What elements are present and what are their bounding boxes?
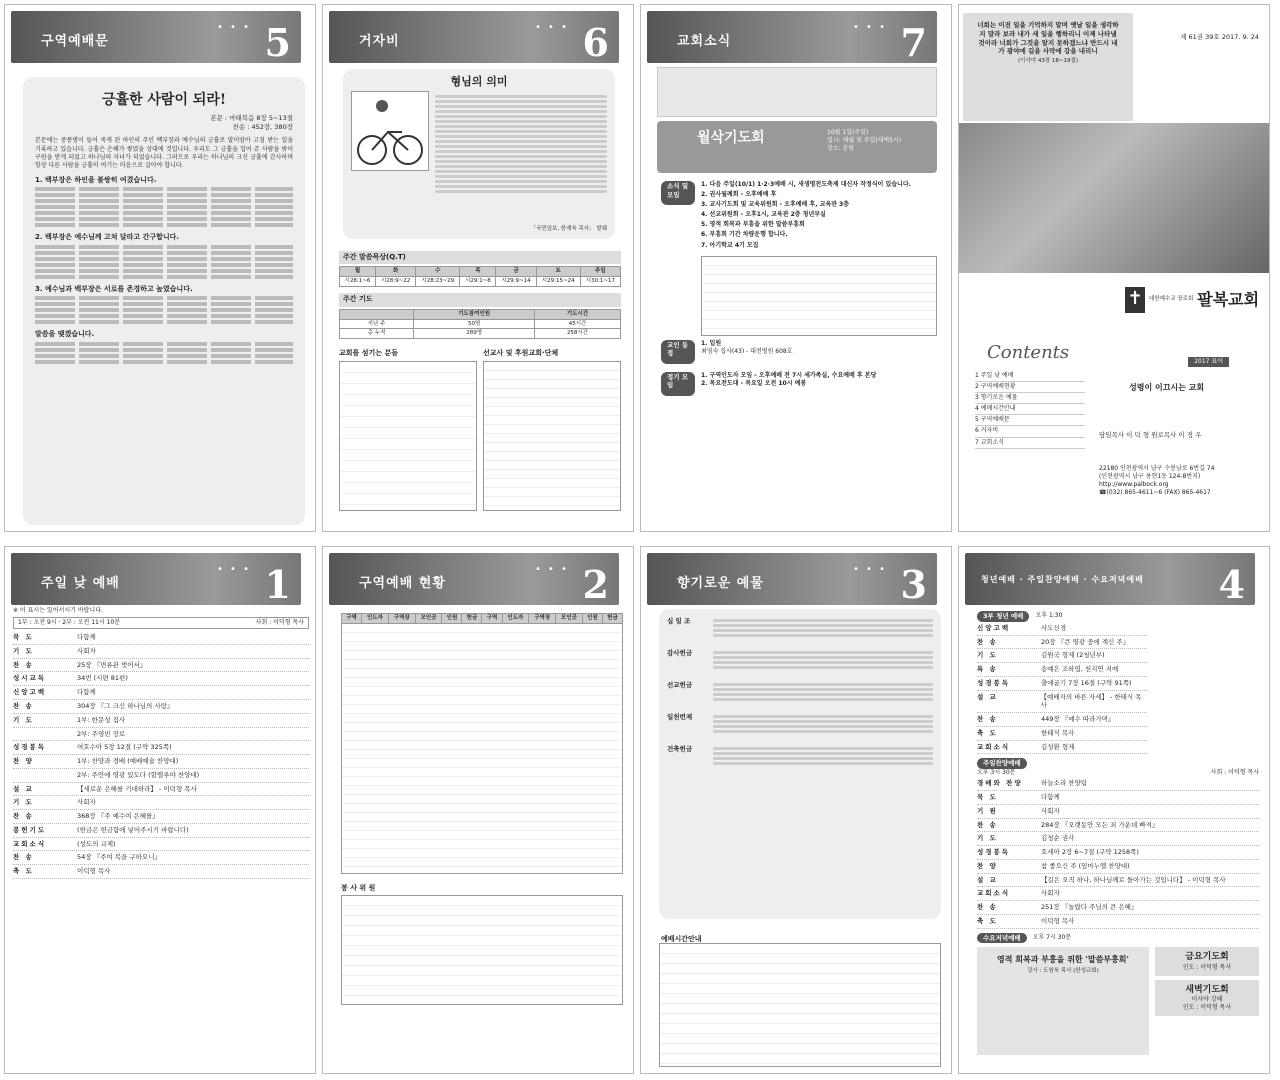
district-table: 구역 인도자 구역장 모인곳 인원 헌금 구역 인도자 구역장 모인곳 인원 헌금 (341, 613, 623, 624)
serve-title: 교회를 섬기는 분들 (339, 349, 398, 358)
order-row: 축 도 한태식 목사 (977, 727, 1147, 741)
order-row: 찬 송 20장 『큰 영광 중에 계신 주』 (977, 636, 1147, 650)
order-row: 기 도 김청순 권사 (977, 832, 1259, 846)
order-row: 교회소식 (성도의 교제) (13, 838, 309, 852)
order-row: 2부: 주안에 영광 있도다 (할렐루야 찬양대) (13, 769, 309, 783)
order-row: 찬 송 449장 『예수 따라가며』 (977, 713, 1147, 727)
toc-item[interactable]: 3 향기로운 예물 (975, 393, 1085, 404)
mission-title: 선교사 및 후원교회·단체 (483, 349, 559, 358)
offering-box (659, 609, 941, 919)
page-header: 향기로운 예물 • • • 3 (647, 553, 937, 605)
toc-item[interactable]: 4 예배시간안내 (975, 404, 1085, 415)
section-1: 1. 백부장은 하인을 불쌍히 여겼습니다. (35, 175, 157, 184)
intro-text: 본문에는 중풍병이 들어 죽게 된 하인의 주인 백부장과 예수님의 긍휼로 말미암아 고침 받는 일을 기록하고 있습니다. 긍휼은 은혜가 쌓였을 상대에 것입니다. 우리도 그 긍휼을 입어 쥬 사람을 밖어 구원을 받게 되었고 하나님의 자녀가 되었습니다. 그러므로 우리는 하나님의 크신 긍휼에 감사하며 항상 다른 사람을 긍휼이 여기는 마음으로 살아야 합니다. (35, 137, 293, 169)
order-row: 찬 송 25장 『면류관 벗어서』 (13, 659, 309, 673)
order-row: 축 도 이덕형 목사 (977, 915, 1259, 929)
toc-item[interactable]: 6 거자비 (975, 426, 1085, 437)
page-number: 4 (1218, 562, 1245, 607)
section-2: 2. 백부장은 예수님께 고쳐 달라고 간구합니다. (35, 233, 180, 242)
service-title: 봉 사 위 원 (341, 883, 376, 892)
qt-title: 주간 말씀묵상(Q.T) (339, 251, 621, 264)
order-row: 찬 송 251장 『놀랍다 주님의 큰 은혜』 (977, 901, 1259, 915)
contents-title: Contents (987, 342, 1070, 363)
page-header: 주일 낮 예배 • • • 1 (11, 553, 301, 605)
page-7: 교회소식 • • • 7 월삭기도회 10월 1일(주일) 일시: 매월 첫 주일(새벽5시) 장소: 본당 소식 및 모임 1. 다음 주일(10/1) 1·2·3예배 시, 새생명전도축제 대신자 작정식이 있습니다. 2. 권사월례회 - 오후예배 후 3. 교사기도회 및 교육위원회 - 오후예배 후, 교육관 3층 4. 선교위원회 - 오후1시, 교육관 2층 청년부실 5. 영적 회복과 부흥을 위한 말씀부흥회 6. 부흥회 기간 차량운행 합니다. 7. 아기학교 4기 모집 교인 동정 1. 입원 최영숙 집사(43) - 대전병원 608호 정기 모임 1. 구역인도자 모임 - 오후예배 전 7시 세가족실, 수요예배 후 본당 2. 목요전도대 - 목요일 오전 10시 예봉 (640, 4, 952, 532)
order-row: 찬 양 1부: 찬양과 경배 (예배예술 찬양대) (13, 755, 309, 769)
church-logo: ✝ 대한예수교 장로회 팔복교회 (1125, 287, 1259, 313)
order-row: 성경봉독 출애굽기 7장 16절 (구약 91쪽) (977, 677, 1147, 691)
order-row: 특 송 송예은 조하엽, 천지연 지매 (977, 663, 1147, 677)
order-row: 기 도 사회자 (13, 645, 309, 659)
hymn: 찬송 : 452장, 380장 (232, 122, 293, 131)
offering-category: 십 일 조 (667, 617, 691, 625)
scripture: 본문 : 마태복음 8장 5~13절 (210, 113, 293, 122)
order-row: 설 교 【길은 오직 하나, 하나님께로 돌아가는 것입니다】 - 이덕형 목사 (977, 874, 1259, 888)
header-title: 주일 낮 예배 (41, 576, 120, 591)
cover-page: 너희는 이전 일을 기억하지 말며 옛날 일을 생각하지 말라 보라 내가 새 일을 행하리니 이제 나타낼 것이라 너희가 그것을 알지 못하겠느냐 반드시 내가 광야에 길을 사막에 강을 내리니 (이사야 43장 18~19절) 제 61권 39호 2017. 9. 24 ✝ 대한예수교 장로회 팔복교회 Contents 1 주일 낮 예배 2 구역예배현황 3 향기로운 예물 4 예배시간안내 5 구역예배문 6 거자비 7 교회소식 2017 표어 성령이 이끄시는 교회 담임목사 이 덕 형 원로목사 이 정 우 22180 인천광역시 남구 수봉남로 6번길 74 (인천광역시 남구 용현1동 124-8번지) http://www.palbock.org ☎(032) 865-4611~6 (FAX) 865-4617 (958, 4, 1270, 532)
order-row: 기 도 사회자 (13, 796, 309, 810)
page-header (965, 553, 1255, 605)
page-number: 6 (582, 20, 609, 65)
story-title: 형님의 의미 (450, 75, 508, 88)
page-number: 5 (264, 20, 291, 65)
order-row: 찬 송 368장 『주 예수여 은혜를』 (13, 810, 309, 824)
order-row: 설 교 【새로운 은혜를 기대하라】 - 이덕형 목사 (13, 783, 309, 797)
sermon-title: 긍휼한 사람이 되라! (101, 92, 227, 108)
page-header: 거자비 • • • 6 (329, 11, 619, 63)
label-meetings: 정기 모임 (661, 372, 695, 396)
page-1: 주일 낮 예배 • • • 1 ※ 이 표시는 일어서시기 바랍니다. 1부 : 오전 9시 · 2부 : 오전 11시 10분 사회 : 이덕형 목사 묵 도 다함께 기 도 사회자 찬 송 25장 『면류관 벗어서』 성시교독 34번 (시편 81편) 신앙고백 다함께 찬 송 304장 『그 크신 하나님의 사랑』 기 도 1부: 한문성 집사 2부: 주영빈 장로 성경봉독 여호수아 5장 12절 (구약 325쪽) 찬 양 1부: 찬양과 경배 (예배예술 찬양대) 2부: 주안에 영광 있도다 (할렐루야 찬양대) 설 교 【새로운 은혜를 기대하라】 - 이덕형 목사 기 도 사회자 찬 송 368장 『주 예수여 은혜를』 봉헌기도 (헌금은 헌금함에 넣어주시기 바랍니다) 교회소식 (성도의 교제) 찬 송 54장 『주여 복을 구하오니』 축 도 이덕형 목사 (4, 546, 316, 1074)
prayer-title: 주간 기도 (339, 293, 621, 306)
banner-evangelism (657, 67, 937, 117)
news-item: 5. 영적 회복과 부흥을 위한 말씀부흥회 (701, 221, 805, 229)
order-row: 성시교독 34번 (시편 81편) (13, 672, 309, 686)
news-item: 6. 부흥회 기간 차량운행 합니다. (701, 231, 788, 239)
prayer-table: 기도참여인원 기도시간 지난 주 50명 45시간 총 누적 289명 258시간 (339, 309, 621, 340)
news-item: 1. 다음 주일(10/1) 1·2·3예배 시, 새생명전도축제 대신자 작정식이 있습니다. (701, 181, 911, 188)
header-dots: • • • (216, 22, 251, 33)
section-end: 말씀을 맺겠습니다. (35, 330, 95, 339)
toc-item[interactable]: 7 교회소식 (975, 438, 1085, 449)
order-row: 찬 송 304장 『그 크신 하나님의 사랑』 (13, 700, 309, 714)
order-row: 성경봉독 여호수아 5장 12절 (구약 325쪽) (13, 741, 309, 755)
page-5 (4, 4, 316, 532)
story-box (343, 69, 615, 239)
toc-item[interactable]: 1 주일 낮 예배 (975, 371, 1085, 382)
order-row: 2부: 주영빈 장로 (13, 728, 309, 742)
page-3 (640, 546, 952, 1074)
section-3: 3. 예수님과 백부장은 서로를 존경하고 높였습니다. (35, 284, 193, 293)
offering-category: 선교헌금 (667, 681, 693, 689)
page-number: 1 (264, 562, 291, 607)
header-title: 구역예배 현황 (359, 576, 446, 591)
toc-item[interactable]: 2 구역예배현황 (975, 382, 1085, 393)
page-header: 교회소식 • • • 7 (647, 11, 937, 63)
label-news: 소식 및 모임 (661, 181, 695, 205)
header-title: 청년예배 · 주일찬양예배 · 수요저녁예배 (981, 575, 1144, 584)
news-item: 2. 권사월례회 - 오후예배 후 (701, 191, 777, 199)
page-header (11, 11, 301, 63)
header-title: 구역예배문 (41, 34, 109, 49)
times-title: 예배시간안내 (661, 935, 702, 943)
page-6 (322, 4, 634, 532)
order-row: 봉헌기도 (헌금은 헌금함에 넣어주시기 바랍니다) (13, 824, 309, 838)
offering-category: 감사헌금 (667, 649, 693, 657)
church-photos (959, 123, 1269, 273)
order-row: 설 교 【예배자의 바른 자세】 - 한태식 목사 (977, 691, 1147, 714)
header-title: 향기로운 예물 (677, 576, 764, 591)
page-number: 3 (900, 562, 927, 607)
verse-box: 너희는 이전 일을 기억하지 말며 옛날 일을 생각하지 말라 보라 내가 새 일을 행하리니 이제 나타낼 것이라 너희가 그것을 알지 못하겠느냐 반드시 내가 광야에 길을 사막에 강을 내리니 (이사야 43장 18~19절) (963, 13, 1133, 121)
order-row: 신앙고백 다함께 (13, 686, 309, 700)
order-row: 성경봉독 호세아 2장 6~7절 (구약 1258쪽) (977, 846, 1259, 860)
quote-source: 「국민일보, 한재욱 목사」 발췌 (530, 225, 607, 232)
order-row: 기 원 사회자 (977, 805, 1259, 819)
toc-item[interactable]: 5 구역예배문 (975, 415, 1085, 426)
order-row: 찬 송 284장 『오랫동안 모든 죄 가운데 빠져』 (977, 819, 1259, 833)
order-row: 기 도 김원국 형제 (2청년부) (977, 649, 1147, 663)
monthly-title: 월삭기도회 (697, 130, 765, 146)
page-2 (322, 546, 634, 1074)
label-members: 교인 동정 (661, 340, 695, 364)
order-row: 묵 도 다함께 (977, 791, 1259, 805)
order-row: 경배와 찬양 하늘소리 찬양팀 (977, 777, 1259, 791)
order-row: 묵 도 다함께 (13, 631, 309, 645)
order-row: 신앙고백 사도신경 (977, 622, 1147, 636)
order-row: 축 도 이덕형 목사 (13, 865, 309, 879)
order-row: 교회소식 김성환 형제 (977, 741, 1147, 755)
order-row: 찬 송 54장 『주여 복을 구하오니』 (13, 851, 309, 865)
order-row: 교회소식 사회자 (977, 887, 1259, 901)
monthly-prayer-box: 월삭기도회 10월 1일(주일) 일시: 매월 첫 주일(새벽5시) 장소: 본당 (657, 121, 937, 173)
news-item: 3. 교사기도회 및 교육위원회 - 오후예배 후, 교육관 3층 (701, 201, 850, 209)
page-number: 7 (900, 20, 927, 65)
page-number: 2 (582, 562, 609, 607)
page-header: 구역예배 현황 • • • 2 (329, 553, 619, 605)
news-item: 7. 아기학교 4기 모집 (701, 241, 759, 249)
order-row: 찬 양 참 좋으신 주 (임마누엘 찬양대) (977, 860, 1259, 874)
page-4: 청년예배 · 주일찬양예배 · 수요저녁예배 4 3부 청년 예배 오후 1:30 신앙고백 사도신경 찬 송 20장 『큰 영광 중에 계신 주』 기 도 김원국 형제 (2청년부) 특 송 송예은 조하엽, 천지연 지매 성경봉독 출애굽기 7장 16절 (구약 91쪽) 설 교 【예배자의 바른 자세】 - 한태식 목사 찬 송 449장 『예수 따라가며』 축 도 한태식 목사 교회소식 김성환 형제 주일찬양예배 오후 3시 30분 사회 : 이덕형 목사 경배와 찬양 하늘소리 찬양팀 묵 도 다함께 기 원 사회자 찬 송 284장 『오랫동안 모든 죄 가운데 빠져』 기 도 김청순 권사 성경봉독 호세아 2장 6~7절 (구약 1258쪽) 찬 양 참 좋으신 주 (임마누엘 찬양대) 설 교 【길은 오직 하나, 하나님께로 돌아가는 것입니다】 - 이덕형 목사 교회소식 사회자 찬 송 251장 『놀랍다 주님의 큰 은혜』 축 도 이덕형 목사 수요저녁예배 오후 7시 30분 영적 회복과 부흥을 위한 '말씀부흥회' 강사 : 도원욱 목사 (한성교회) 금요기도회 인도 : 이덕형 목사 새벽기도회 이사야 강해 인도 : 이덕형 목사 (958, 546, 1270, 1074)
motto: 성령이 이끄시는 교회 (1129, 383, 1205, 392)
header-title: 거자비 (359, 34, 400, 49)
bicycle-illustration (351, 91, 429, 171)
sermon-box (23, 77, 305, 525)
qt-table: 월 화 수 목 금 토 주일 시28:1~6 시28:9~22 시28:23~29 시29:1~8 시29:9~14 시29:15~24 시30:1~17 (339, 266, 621, 287)
offering-category: 일천번제 (667, 713, 693, 721)
header-title: 교회소식 (677, 34, 732, 49)
news-item: 4. 선교위원회 - 오후1시, 교육관 2층 청년부실 (701, 211, 826, 219)
offering-category: 건축헌금 (667, 745, 693, 753)
order-row: 기 도 1부: 한문성 집사 (13, 714, 309, 728)
